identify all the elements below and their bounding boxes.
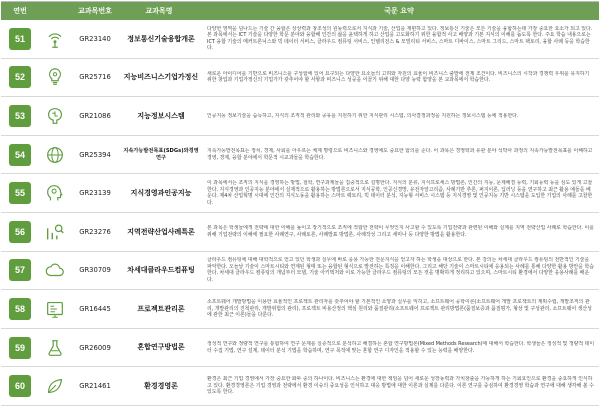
course-code: GR21086 xyxy=(79,111,111,120)
course-code: GR25716 xyxy=(79,73,111,82)
course-code: GR26009 xyxy=(79,343,111,352)
flask-chart-icon xyxy=(39,337,71,359)
course-code: GR30709 xyxy=(79,266,111,275)
seq-badge: 53 xyxy=(9,105,31,127)
table-header xyxy=(1,2,599,20)
seq-cell xyxy=(1,182,39,204)
cloud-icon xyxy=(39,259,71,281)
course-name: 지능비즈니스기업가정신 xyxy=(123,73,199,82)
table-row xyxy=(1,367,599,406)
chart-magnifier-icon xyxy=(39,221,71,243)
course-summary: 지속가능발전목표는 정치, 경제, 사회를 아우르는 체계 명령으로 비즈니스와 경영에도 중요한 함의를 준다. 이 과목은 경영학과 유관 분야 석박사 과정의 지속가능발전목표를 이해하고 경영, 경제, 융합 분야에서 학문적 시교과들을 학습한다. xyxy=(207,148,593,161)
course-summary: 클라우드 컴퓨팅에 대해 대학적으로 얻고 있던 학생과 실무에 바로 응용 가능한 전문지식을 얻고자 하는 학생을 대상으로 한다. 본 강의는 차세대 클라우드 컴퓨팅의 전반적인 기술을 파악한다. 오늘날 기술이 스마트시티와 연계된 형태 또는 융합된 형식으로 발전하는 특징을 이해한다. 그리고 해당 기술이 스마트시티에 응용되는 사례를 통해 다양한 활용 방안을 학습한다. 차세대 클라우드 컴퓨팅의 개념부터 모델, 기술 아키텍처와 이로 가능한 클라우드 컴퓨팅의 모든 것을 명확하게 정리하고 있으며, 스마트시티 환경에서 다양한 응용사례를 배운다. xyxy=(207,257,594,283)
course-summary: 인공지능 정보기술을 습득하고, 지식의 조직적 관리와 공유를 지원하기 위한 지식관리 시스템, 의사결정과정을 지원하는 정보시스템 등에 적용한다. xyxy=(207,112,519,119)
header-name: 교과목명 xyxy=(145,7,173,15)
header-desc: 국문 요약 xyxy=(384,7,414,15)
header-seq: 연번 xyxy=(13,7,27,15)
table-row xyxy=(1,97,599,136)
course-summary: 정성적 연구와 정량적 연구를 통합하여 연구 문제를 실증적으로 분석하고 해결하는 혼합 연구방법론(Mixed Methods Research)에 대해서 학습한다. 학생들은 정성적 및 정량적 데이터 수집 기법, 연구 설계, 데이터 분석 기법을 학습하며, 연구 목적에 맞는 혼합 연구 디자인을 적용할 수 있는 능력을 배양한다. xyxy=(207,341,595,354)
seq-cell xyxy=(1,375,39,397)
lightbulb-gear-icon xyxy=(39,66,71,88)
seq-cell xyxy=(1,66,39,88)
course-summary: 소프트웨어 개발방법을 이용한 효율적인 프로젝트 관리자를 갖추어야 할 기본적인 소양과 실무를 익히고, 소프트웨어 공학이론(소프트웨어 개발 프로젝트의 계획수립, 개발조직의 관리, 개발관리의 진척관리, 개발위험의 관리), 프로젝트 비용산정의 핵심 원리와 품질관리(소프트웨어 프로젝트 관리방법론(품질보증과 품질평가, 형상 및 구성관리, 소프트웨어 생산성에 관한 최근 이론)들을 다룬다. xyxy=(207,299,592,319)
course-summary: 본 과목은 학생들에게 전략에 대한 이해를 높이고 장기적으로 조직에 적합한 전략이 무엇인지 사고할 수 있도록 기업전략과 관련된 이해와 실제를 지역 전략산업 사례로 학습한다. 이를 위해 기업전략의 이해에 필요한 사례연구, 사례토론, 사례발표 방법론, 사례작성 그리고 세미나 등 다양한 방법을 활용한다. xyxy=(207,225,594,238)
course-code: GR25394 xyxy=(79,150,111,159)
table-row xyxy=(1,213,599,252)
seq-cell xyxy=(1,337,39,359)
seq-cell xyxy=(1,144,39,166)
course-summary: 이 과목에서는 조직의 지식을 경영하는 방법, 철학, 연구과제들을 집중적으로 설명한다. 지식의 분류, 지식프로세스 방법론, 인간의 지능, 문제해결 능력, 기회능력 등을 심도 있게 고찰한다. 지식경영과 인공지능 분야에서 실제적으로 활용하는 방법론으로서 지식공학, 인공신경망, 유전자알고리즘, 사례기반 추론, 퍼지이론, 딥러닝 등을 연구하고 최근 활용 예들을 배운다. 제4차 산업혁명 시대에 인간의 지식노동을 활용하는 스마트 팩토리, 빅 데이터 분석, 지능형 서비스 시스템 등 지식경영 및 인공지능 기반 시스템을 도입한 기업의 사례를 고찰한다. xyxy=(207,180,593,206)
course-summary: 다양한 영역을 넘나드는 기술 간 융합은 상상력과 창조성의 원동력으로서 지식과 기술, 산업을 재편하고 있다. 정보통신 기술은 모든 기술을 융합하는데 가장 중요한 요소가 되고 있다. 본 과목에서는 ICT 기술을 다양한 학문 분야와 융합해 인간의 삶을 윤택하게 하고 산업을 고도화하기 위한 융합적 사고 배양과 기본 지식의 이해를 돕도록 한다. 주요 학습 내용으로는 ICT 융합 기술의 메커트론닉스와 빅 데이터 서비스, 클라우드 컴퓨팅 서비스, 인텔리전스 & 모빌리티 서비스, 스마트 디바이스, 스마트 그리드, 스마트 팩토리, 융합 사례 등을 학습한다. xyxy=(207,25,593,52)
seq-cell xyxy=(1,259,39,281)
seq-cell xyxy=(1,221,39,243)
seq-cell xyxy=(1,105,39,127)
table-row xyxy=(1,329,599,368)
seq-badge: 55 xyxy=(9,182,31,204)
seq-badge: 52 xyxy=(9,66,31,88)
table-row xyxy=(1,252,599,291)
course-code: GR23139 xyxy=(79,189,111,198)
eco-leaf-icon xyxy=(39,375,71,397)
seq-badge: 56 xyxy=(9,221,31,243)
course-code: GR21461 xyxy=(79,382,111,391)
course-name: 지역전략산업사례특론 xyxy=(127,227,195,236)
course-name: 지속가능발전목표(SDGs)와경영연구 xyxy=(123,148,199,161)
seq-badge: 59 xyxy=(9,337,31,359)
table-row xyxy=(1,290,599,329)
course-name: 정보통신기술융합개론 xyxy=(127,34,195,43)
seq-badge: 58 xyxy=(9,298,31,320)
globe-leaf-icon xyxy=(39,144,71,166)
brain-circuit-icon xyxy=(39,105,71,127)
course-name: 환경경영론 xyxy=(144,381,178,390)
seq-badge: 60 xyxy=(9,375,31,397)
course-summary: 환경은 최근 기업 경영에서 가장 중요한 화두 중의 하나이다. 비즈니스는 환경에 대한 책임을 넘어 새로운 성장동력과 가치창출을 가능하게 하는 기회요인으로 환경을 중요하게 인식하고 있다. 환경경영론은 기업 경영과 전략에서 환경 이슈의 중요성을 인식하고 대응 방법에 대한 이론과 실제를 다룬다. 이론 연구를 중심하여 환경경영 학습과 연구에 대해 생각해 볼 수 있도록 한다. xyxy=(207,376,594,396)
seq-badge: 54 xyxy=(9,144,31,166)
seq-badge: 51 xyxy=(9,28,31,50)
course-name: 지식경영과인공지능 xyxy=(130,188,192,197)
table-body xyxy=(1,20,599,406)
wireless-signal-icon xyxy=(39,28,71,50)
course-code: GR23140 xyxy=(79,34,111,43)
seq-cell xyxy=(1,298,39,320)
course-name: 지능정보시스템 xyxy=(137,111,185,120)
course-table xyxy=(1,1,599,406)
course-name: 프로젝트관리론 xyxy=(137,304,185,313)
course-code: GR23276 xyxy=(79,227,111,236)
table-row xyxy=(1,20,599,59)
header-code: 교과목번호 xyxy=(78,7,112,15)
table-row xyxy=(1,59,599,98)
table-row xyxy=(1,174,599,213)
course-summary: 새로운 아이디어를 기반으로 비즈니스를 구상함에 있어 요구되는 다양한 요소들의 고려와 자원의 효율이 비즈니스 출발에 전제 조건이다. 비즈니스의 시작과 경쟁력 우위를 유지하기 위한 창업과 기업가정신의 기업가가 갖추어야 할 사항과 비즈니스 성공을 이끌기 위해 대한 다양 능력 함양을 본 교과목에서 학습한다. xyxy=(207,70,590,84)
project-board-icon xyxy=(39,298,71,320)
course-name: 차세대클라우드컴퓨팅 xyxy=(127,266,195,275)
seq-cell xyxy=(1,28,39,50)
course-code: GR16445 xyxy=(79,304,111,313)
head-gears-icon xyxy=(39,182,71,204)
seq-badge: 57 xyxy=(9,259,31,281)
course-name: 혼합연구방법론 xyxy=(137,343,185,352)
table-row xyxy=(1,136,599,175)
